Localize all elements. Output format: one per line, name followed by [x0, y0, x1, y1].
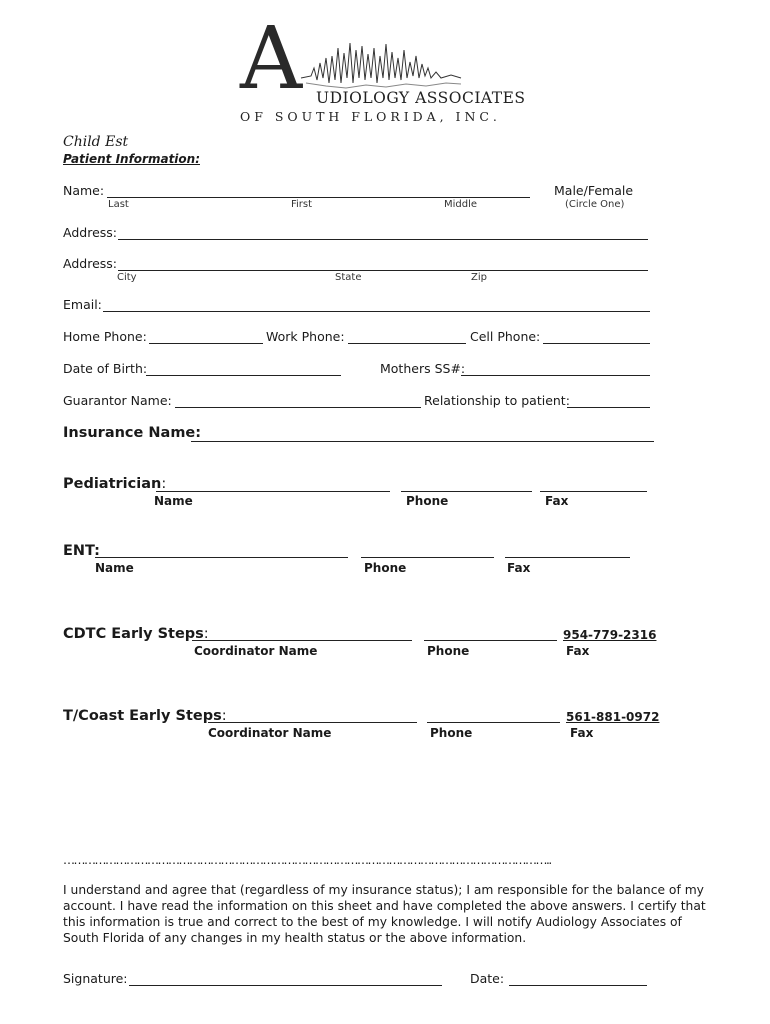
cdtc-label: CDTC Early Steps:	[63, 626, 209, 642]
dob-field[interactable]	[146, 375, 341, 376]
ent-fax-caption: Fax	[507, 561, 531, 575]
logo-line2: O F S O U T H F L O R I D A , I N C .	[240, 109, 497, 124]
ent-phone-field[interactable]	[361, 557, 494, 558]
cdtc-fax-caption: Fax	[566, 644, 590, 658]
signature-label: Signature:	[63, 971, 128, 986]
ent-name-field[interactable]	[95, 557, 348, 558]
pediatrician-fax-caption: Fax	[545, 494, 569, 508]
relationship-field[interactable]	[567, 407, 650, 408]
name-first-caption: First	[291, 199, 313, 210]
form-heading: Child Est	[63, 134, 129, 150]
guarantor-field[interactable]	[175, 407, 421, 408]
relationship-label: Relationship to patient:	[424, 393, 570, 408]
dob-label: Date of Birth:	[63, 361, 148, 376]
city-caption: City	[117, 272, 137, 283]
home-phone-label: Home Phone:	[63, 329, 147, 344]
address2-label: Address:	[63, 256, 117, 271]
gender-label: Male/Female	[554, 183, 634, 198]
address2-field[interactable]	[118, 270, 648, 271]
zip-caption: Zip	[471, 272, 487, 283]
tcoast-phone-caption: Phone	[430, 726, 473, 740]
name-label: Name:	[63, 183, 105, 198]
tcoast-fax-number: 561-881-0972	[566, 710, 660, 724]
mother-ss-label: Mothers SS#:	[380, 361, 466, 376]
agreement-text: I understand and agree that (regardless of my insurance status); I am responsible for the balance of my account. I have read the information on this sheet and have completed the above answers. I certify that this information is true and correct to the best of my knowledge. I will notify Audiology Associates of South Florida of any changes in my health status or the above information.	[63, 883, 706, 945]
pediatrician-name-caption: Name	[154, 494, 193, 508]
home-phone-field[interactable]	[149, 343, 263, 344]
signature-field[interactable]	[129, 985, 442, 986]
cdtc-phone-field[interactable]	[424, 640, 557, 641]
cdtc-phone-caption: Phone	[427, 644, 470, 658]
tcoast-fax-caption: Fax	[570, 726, 594, 740]
pediatrician-fax-field[interactable]	[540, 491, 647, 492]
logo-big-letter: A	[240, 9, 303, 109]
tcoast-coordinator-caption: Coordinator Name	[208, 726, 332, 740]
work-phone-field[interactable]	[348, 343, 466, 344]
tcoast-coordinator-field[interactable]	[208, 722, 417, 723]
name-middle-caption: Middle	[444, 199, 478, 210]
name-field[interactable]	[107, 197, 530, 198]
pediatrician-name-field[interactable]	[156, 491, 390, 492]
state-caption: State	[335, 272, 362, 283]
ent-phone-caption: Phone	[364, 561, 407, 575]
pediatrician-phone-caption: Phone	[406, 494, 449, 508]
name-last-caption: Last	[108, 199, 129, 210]
insurance-field[interactable]	[191, 441, 654, 442]
cdtc-coordinator-caption: Coordinator Name	[194, 644, 318, 658]
gender-hint: (Circle One)	[565, 199, 625, 210]
logo-line1: UDIOLOGY ASSOCIATES	[316, 89, 526, 107]
ent-name-caption: Name	[95, 561, 134, 575]
insurance-label: Insurance Name:	[63, 425, 202, 441]
guarantor-label: Guarantor Name:	[63, 393, 172, 408]
cell-phone-label: Cell Phone:	[470, 329, 541, 344]
work-phone-label: Work Phone:	[266, 329, 345, 344]
cdtc-fax-number: 954-779-2316	[563, 628, 657, 642]
mother-ss-field[interactable]	[461, 375, 650, 376]
section-title: Patient Information:	[63, 152, 200, 166]
date-field[interactable]	[509, 985, 647, 986]
dotted-separator: …………………………………………………………………………………………………………………………..	[63, 853, 551, 867]
email-field[interactable]	[103, 311, 650, 312]
pediatrician-phone-field[interactable]	[401, 491, 532, 492]
ent-fax-field[interactable]	[505, 557, 630, 558]
date-label: Date:	[470, 971, 505, 986]
tcoast-phone-field[interactable]	[427, 722, 560, 723]
pediatrician-label: Pediatrician:	[63, 476, 167, 492]
ent-label: ENT:	[63, 543, 100, 559]
cdtc-coordinator-field[interactable]	[192, 640, 412, 641]
address1-field[interactable]	[118, 239, 648, 240]
address1-label: Address:	[63, 225, 117, 240]
email-label: Email:	[63, 297, 102, 312]
tcoast-label: T/Coast Early Steps:	[63, 708, 227, 724]
cell-phone-field[interactable]	[543, 343, 650, 344]
